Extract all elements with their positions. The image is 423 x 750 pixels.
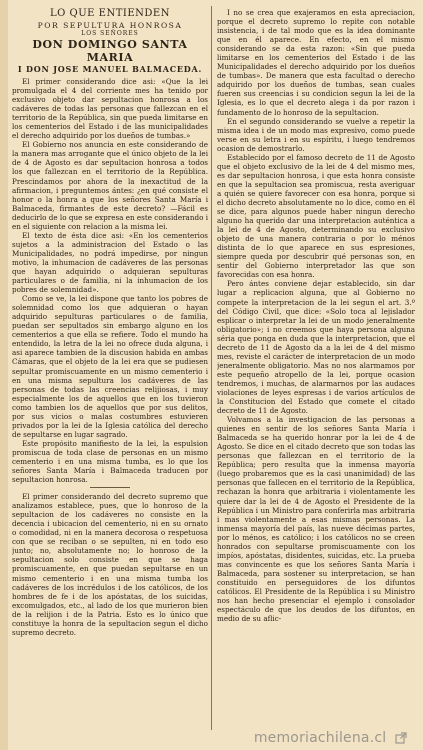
left-paragraph-1: El primer considerando dice asi: «Que la lei promulgada el 4 del corriente mes ha tenido por exclusivo objeto dar sepultacion honrosa a los cadáveres de todas las personas que fallezcan en el territorio de la República, sin que pueda limitarse en los cementerios del Estado i de las municipalidades el derecho adquirido por los dueños de tumbas.» (12, 77, 208, 141)
left-column (12, 8, 208, 726)
right-paragraph-5: Volvamos a la investigacion de las personas a quienes en sentir de los señores Santa María i Balmaceda se ha querido honrar por la lei de 4 de Agosto. Se dice en el citado decreto que son todas las personas que fallezcan en el territorio de la República; pero resulta que la inmensa mayoría (luego probaremos que es la casi unanimidad) de las personas que fallecen en el territorio de la República, rechazan la honra que arbitraria i violentamente les quiere dar la lei de 4 de Agosto el Presidente de la República i un Ministro para conferirla mas arbitraria i mas violentamente a esas mismas personas. La inmensa mayoría del país, las nueve décimas partes, por lo ménos, es católico; i los católicos no se creen honrados con sepultarse promiscuamente con los impíos, apóstatas, disidentes, suicidas, etc. La prueba mas convincente es que los señores Santa María i Balmaceda, para sostener su interpretacion, se han constituido en perseguidores de los difuntos católicos. El Presidente de la República i su Ministro nos han hecho presenciar el ejemplo i consolador espectáculo de que los deudos de los difuntos, en medio de su aflic- (217, 415, 415, 624)
right-paragraph-2: En el segundo considerando se vuelve a repetir la misma idea i de un modo mas expresivo, como puede verse en su letra i en su espíritu, i luego tendremos ocasion de demostrarlo. (217, 116, 415, 153)
right-paragraph-3: Establecido por el famoso decreto de 11 de Agosto que el objeto exclusivo de la lei de 4 del mismo mes, es dar sepultacion honrosa, i que esta honra consiste en que la sepultacion sea promiscua, resta averiguar a quién se quiere favorecer con esa honra, porque si el dicho decreto absolutamente no lo dice, como en él se dice, para algunos puede haber ningun derecho alguno ha querido dar una interpretacion auténtica a la lei de 4 de Agosto, determinando su exclusivo objeto de una manera contraria o por lo ménos distinta de lo que aparece en sus espresiones, siempre queda por descubrir qué personas son, en sentir del Gobierno interpretador las que son favorecidas con esa honra. (217, 152, 415, 280)
left-paragraph-4: Como se ve, la lei dispone que tanto los pobres de solemnidad como los que adquieran o hayan adquirido sepulturas particulares o de familia, puedan ser sepultados sin embargo alguno en los cementerios a que ella se refiere. Todo el mundo ha entendido, la letra de la lei no ofrece duda alguna, i asi aparece tambien de la discusion habida en ambas Cámaras, que el objeto de la lei era que se pudiesen sepultar promiscuamente en un mismo cementerio i en una misma sepultura los cadáveres de las personas de todas las creencias relijiosas, i muy especialmente los de aquellos que en los tuvieron como tambien los de aquellos que por sus delitos, por sus vicios o malas costumbres estuvieren privados por la lei de la Iglesia católica del derecho de sepultarse en lugar sagrado. (12, 294, 208, 439)
right-column (217, 8, 415, 726)
right-paragraph-4: Pero ántes conviene dejar establecido, sin dar lugar a replicacion alguna, que al Gobierno no compete la interpretacion de la lei segun el art. 3.º del Código Civil, que dice: «Solo toca al lejislador esplicar o interpretar la lei de un modo jeneralmente obligatorio»; i no creemos que haya persona alguna séria que ponga en duda que la interpretacion, que el decreto de 11 de Agosto da a la lei de 4 del mismo mes, reviste el carácter de interpretacion de un modo jeneralmente obligatorio. Mas no nos alarmamos por este pequeño atropello de la lei, porque ocasion tendremos, i muchas, de alarmarnos por las audaces violaciones de leyes espresas i de varios artículos de la Constitucion del Estado que comete el citado decreto de 11 de Agosto. (217, 279, 415, 416)
article-subtitle: POR SEPULTURA HONROSA (37, 21, 183, 30)
section-separator (90, 487, 130, 488)
left-paragraph-6: El primer considerando del decreto supremo que analizamos establece, pues, que lo honroso de la sepultacion de los cadáveres no consiste en la decencia i ubicacion del cementerio, ni en su ornato o comodidad, ni en la manera decorosa o respetuosa con que se reciban o se sepulten, ni en todo eso junto; no, absolutamente no; lo honroso de la sepultacion solo consiste en que se haga promiscuamente, en que puedan sepultarse en un mismo cementerio i en una misma tumba los cadáveres de los incrédulos i de los católicos, de los hombres de fe i de los apóstatas, de los suicidas, excomulgados, etc., al lado de los que murieron bien de la relijion i de la Patria. Esto es lo único que constituye la honra de la sepultacion segun el dicho supremo decreto. (12, 492, 208, 637)
column-divider (211, 6, 212, 730)
left-paragraph-3: El texto de ésta dice asi: «En los cementerios sujetos a la administracion del Estado o las Municipalidades, no podrá impedirse, por ningun motivo, la inhumacion de cadáveres de las personas que hayan adquirido o adquieran sepulturas particulares o de familia, ni la inhumacion de los pobres de solemnidad». (12, 230, 208, 295)
external-link-icon (395, 732, 407, 744)
article-names-line1: DON DOMINGO SANTA MARIA (32, 38, 188, 64)
article-intro: LOS SEÑORES (81, 30, 139, 37)
left-paragraph-5: Este propósito manifiesto de la lei, la espulsion promiscua de toda clase de personas en un mismo cementerio i en una misma tumba, es lo que los señores Santa María i Balmaceda traducen por sepultacion honrosa. (12, 438, 208, 485)
watermark-text: memoriachilena.cl (253, 730, 387, 746)
page-margin (0, 0, 8, 750)
article-names-line2: I DON JOSE MANUEL BALMACEDA. (17, 64, 203, 74)
right-paragraph-1: I no se crea que exajeramos en esta apreciacion, porque el decreto supremo lo repite con notable insistencia, i de tal modo que es la idea dominante que en él aparece. En efecto, en el mismo considerando se da esta razon: «Sin que pueda limitarse en los cementerios del Estado i de las Municipalidades el derecho adquirido por los dueños de tumbas». De manera que esta facultad o derecho adquirido por los dueños de tumbas, sean cuales fueren sus creencias i su condicion segun la lei de la Iglesia, es lo que el decreto alega i da por razon i fundamento de lo honroso de la sepultacion. (217, 8, 415, 117)
watermark (254, 730, 407, 746)
article-title: LO QUE ENTIENDEN (50, 8, 170, 19)
left-paragraph-2: El Gobierno nos anuncia en este considerando de la manera mas arrogante que el único objeto de la lei de 4 de Agosto es dar sepultacion honrosa a todos los que fallezcan en el territorio de la República. Prescindamos por ahora de la inexactitud de la afirmacion, i preguntemos ántes: ¿en qué consiste el honor o la honra a que los señores Santa María i Balmaceda, firmantes de este decreto? —Fácil es deducirlo de lo que se expresa en este considerando i en el siguiente con relacion a la misma lei. (12, 140, 208, 231)
